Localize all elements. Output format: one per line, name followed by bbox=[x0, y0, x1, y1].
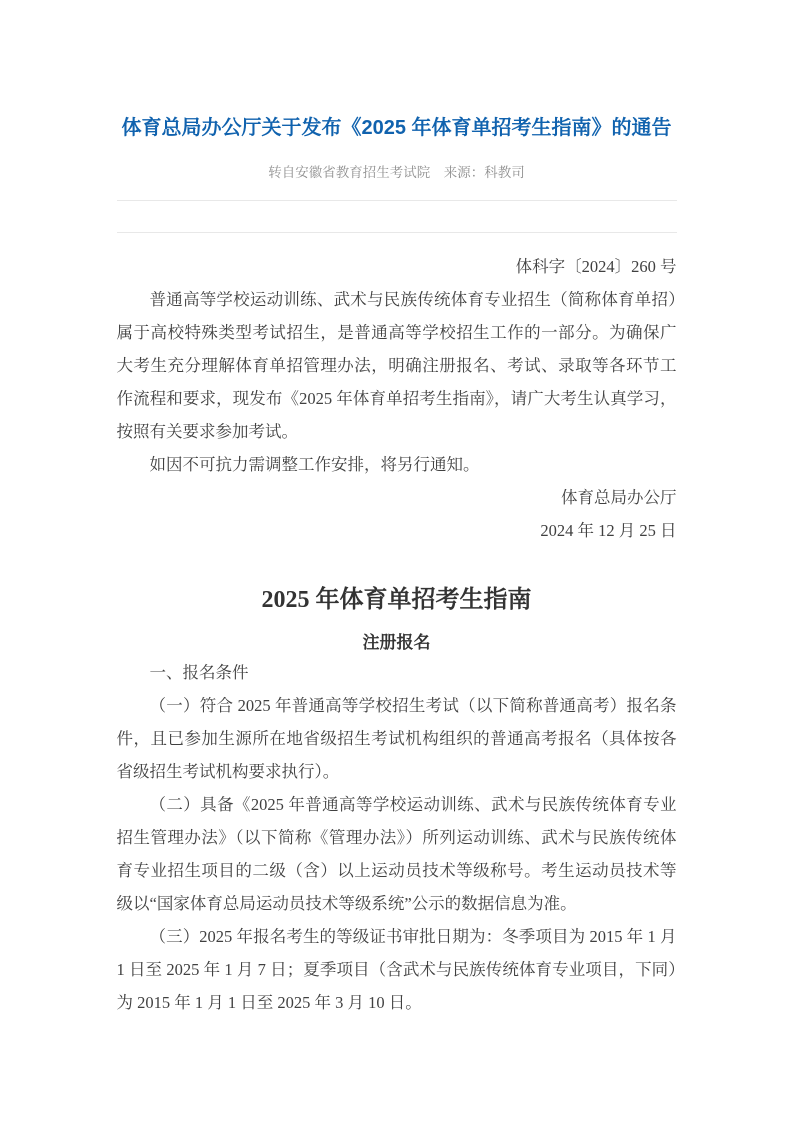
notice-issuer: 体育总局办公厅 bbox=[561, 488, 677, 507]
notice-date: 2024 年 12 月 25 日 bbox=[540, 521, 677, 540]
article-container bbox=[117, 0, 677, 1019]
guide-item-3: （三）2025 年报名考生的等级证书审批日期为：冬季项目为 2015 年 1 月 1 日至 2025 年 1 月 7 日；夏季项目（含武术与民族传统体育专业项目，下同）为 2015 年 1 月 1 日至 2025 年 3 月 10 日。 bbox=[116, 927, 677, 1012]
guide-title: 2025 年体育单招考生指南 bbox=[261, 587, 532, 613]
doc-number: 体科字〔2024〕260 号 bbox=[515, 257, 677, 276]
notice-paragraph-1: 普通高等学校运动训练、武术与民族传统体育专业招生（简称体育单招）属于高校特殊类型考试招生，是普通高等学校招生工作的一部分。为确保广大考生充分理解体育单招管理办法，明确注册报名、考试、录取等各环节工作流程和要求，现发布《2025 年体育单招考生指南》，请广大考生认真学习，按照有关要求参加考试。 bbox=[116, 290, 677, 441]
article-title: 体育总局办公厅关于发布《2025 年体育单招考生指南》的通告 bbox=[121, 117, 672, 139]
guide-item-1: （一）符合 2025 年普通高等学校招生考试（以下简称普通高考）报名条件，且已参加生源所在地省级招生考试机构组织的普通高考报名（具体按各省级招生考试机构要求执行）。 bbox=[116, 696, 677, 781]
guide-subsection-heading: 一、报名条件 bbox=[149, 663, 249, 682]
article-source-line: 转自安徽省教育招生考试院 来源：科教司 bbox=[268, 165, 525, 180]
divider-top bbox=[117, 200, 677, 201]
guide-item-2: （二）具备《2025 年普通高等学校运动训练、武术与民族传统体育专业招生管理办法》（以下简称《管理办法》）所列运动训练、武术与民族传统体育专业招生项目的二级（含）以上运动员技术等级称号。考生运动员技术等级以“国家体育总局运动员技术等级系统”公示的数据信息为准。 bbox=[116, 795, 677, 913]
document-body bbox=[117, 250, 677, 1019]
divider-bottom bbox=[117, 232, 677, 233]
guide-section-heading: 注册报名 bbox=[362, 633, 431, 652]
notice-paragraph-2: 如因不可抗力需调整工作安排，将另行通知。 bbox=[149, 455, 480, 474]
